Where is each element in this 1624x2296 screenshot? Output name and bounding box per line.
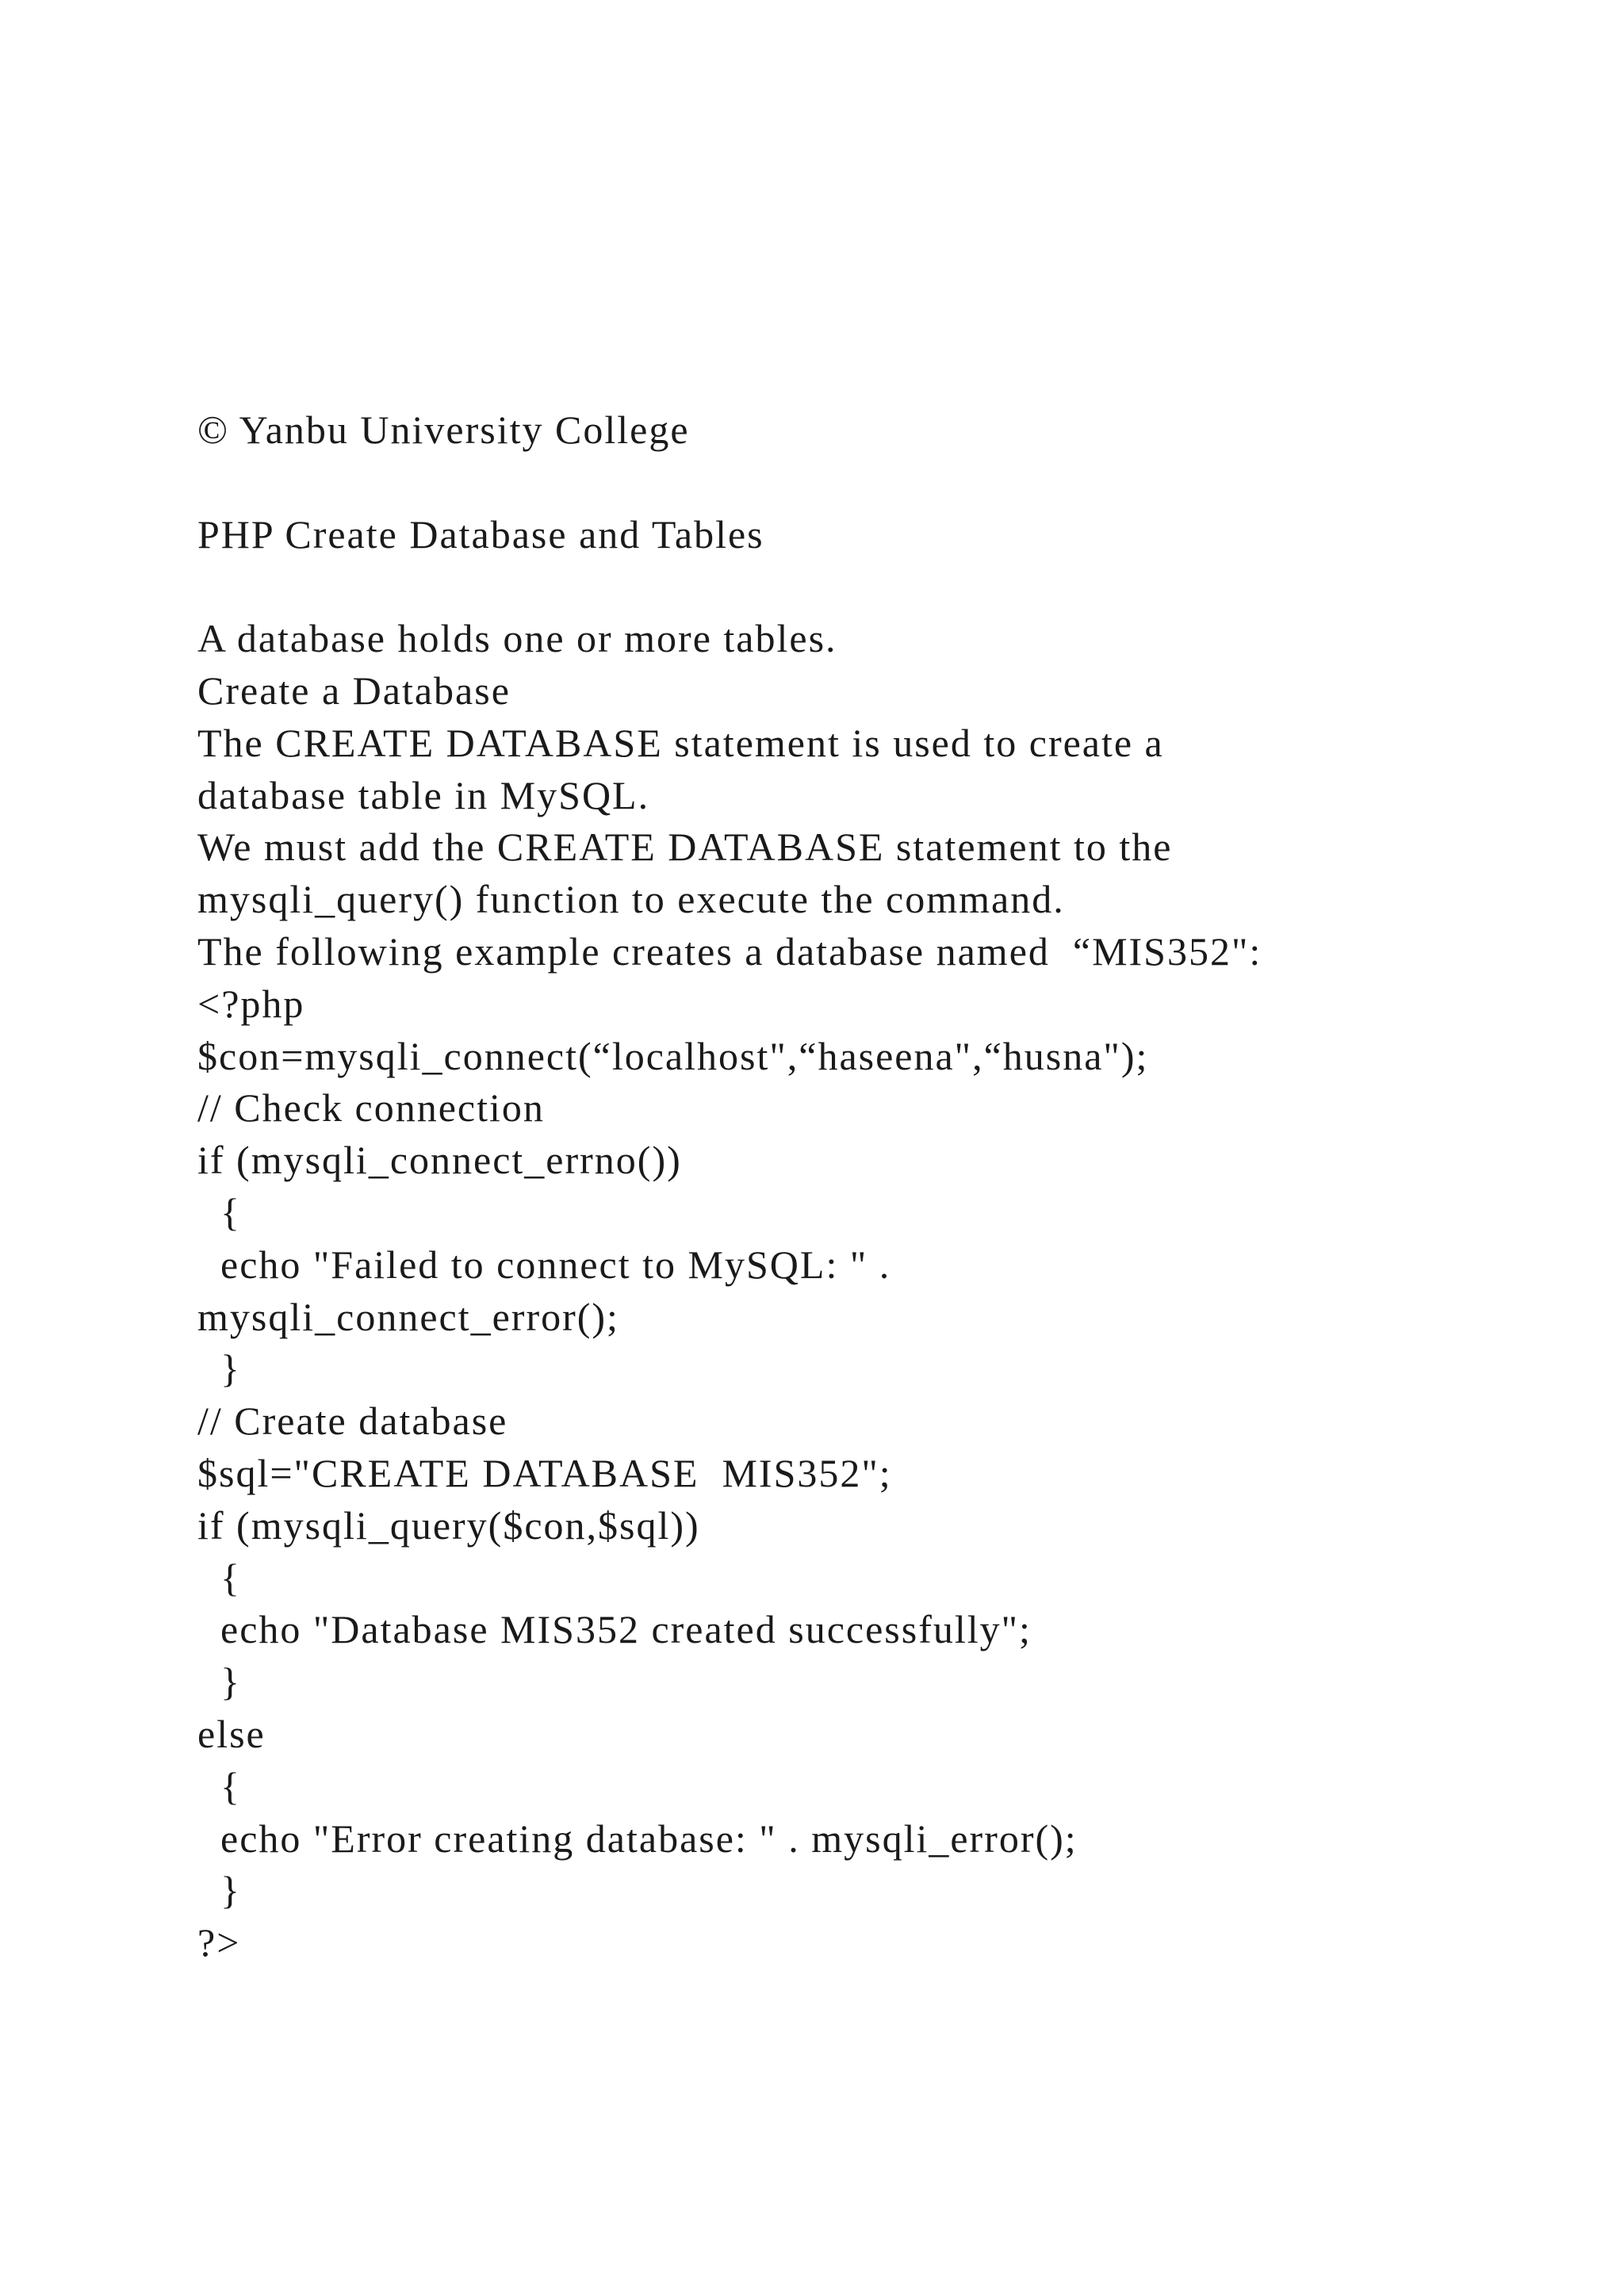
section-title: Create a Database [197, 668, 511, 713]
code-line: { [197, 1555, 241, 1600]
spacer [197, 561, 1585, 613]
code-line: // Create database [197, 1399, 508, 1444]
code-line: } [197, 1659, 241, 1705]
code-line: mysqli_connect_error(); [197, 1294, 619, 1339]
document-body [197, 404, 1585, 1969]
code-line: } [197, 1868, 241, 1913]
code-line: { [197, 1189, 241, 1234]
page-heading: PHP Create Database and Tables [197, 511, 764, 557]
code-line: } [197, 1346, 241, 1391]
code-line: $con=mysqli_connect(“localhost",“haseena",“husna"); [197, 1033, 1149, 1078]
code-line: echo "Database MIS352 created successfully"; [197, 1607, 1032, 1652]
code-line: { [197, 1763, 241, 1808]
code-line: <?php [197, 981, 305, 1026]
spacer [197, 457, 1585, 509]
paragraph-line: We must add the CREATE DATABASE statement to the [197, 825, 1173, 870]
code-line: echo "Error creating database: " . mysqli_error(); [197, 1816, 1078, 1861]
code-line: if (mysqli_query($con,$sql)) [197, 1502, 700, 1548]
intro-line: A database holds one or more tables. [197, 616, 837, 661]
code-line: ?> [197, 1920, 241, 1965]
code-listing [197, 978, 1585, 1969]
code-line: else [197, 1711, 266, 1756]
paragraph-line: database table in MySQL. [197, 772, 650, 817]
copyright-line: © Yanbu University College [197, 408, 690, 452]
code-line: $sql="CREATE DATABASE MIS352"; [197, 1450, 892, 1495]
paragraph-line: mysqli_query() function to execute the command. [197, 877, 1065, 922]
paragraph-line: The following example creates a database named “MIS352": [197, 928, 1262, 974]
paragraph-line: The CREATE DATABASE statement is used to create a [197, 720, 1164, 765]
code-line: // Check connection [197, 1085, 545, 1131]
code-line: echo "Failed to connect to MySQL: " . [197, 1242, 891, 1287]
code-line: if (mysqli_connect_errno()) [197, 1138, 682, 1183]
paragraph [197, 718, 1585, 978]
